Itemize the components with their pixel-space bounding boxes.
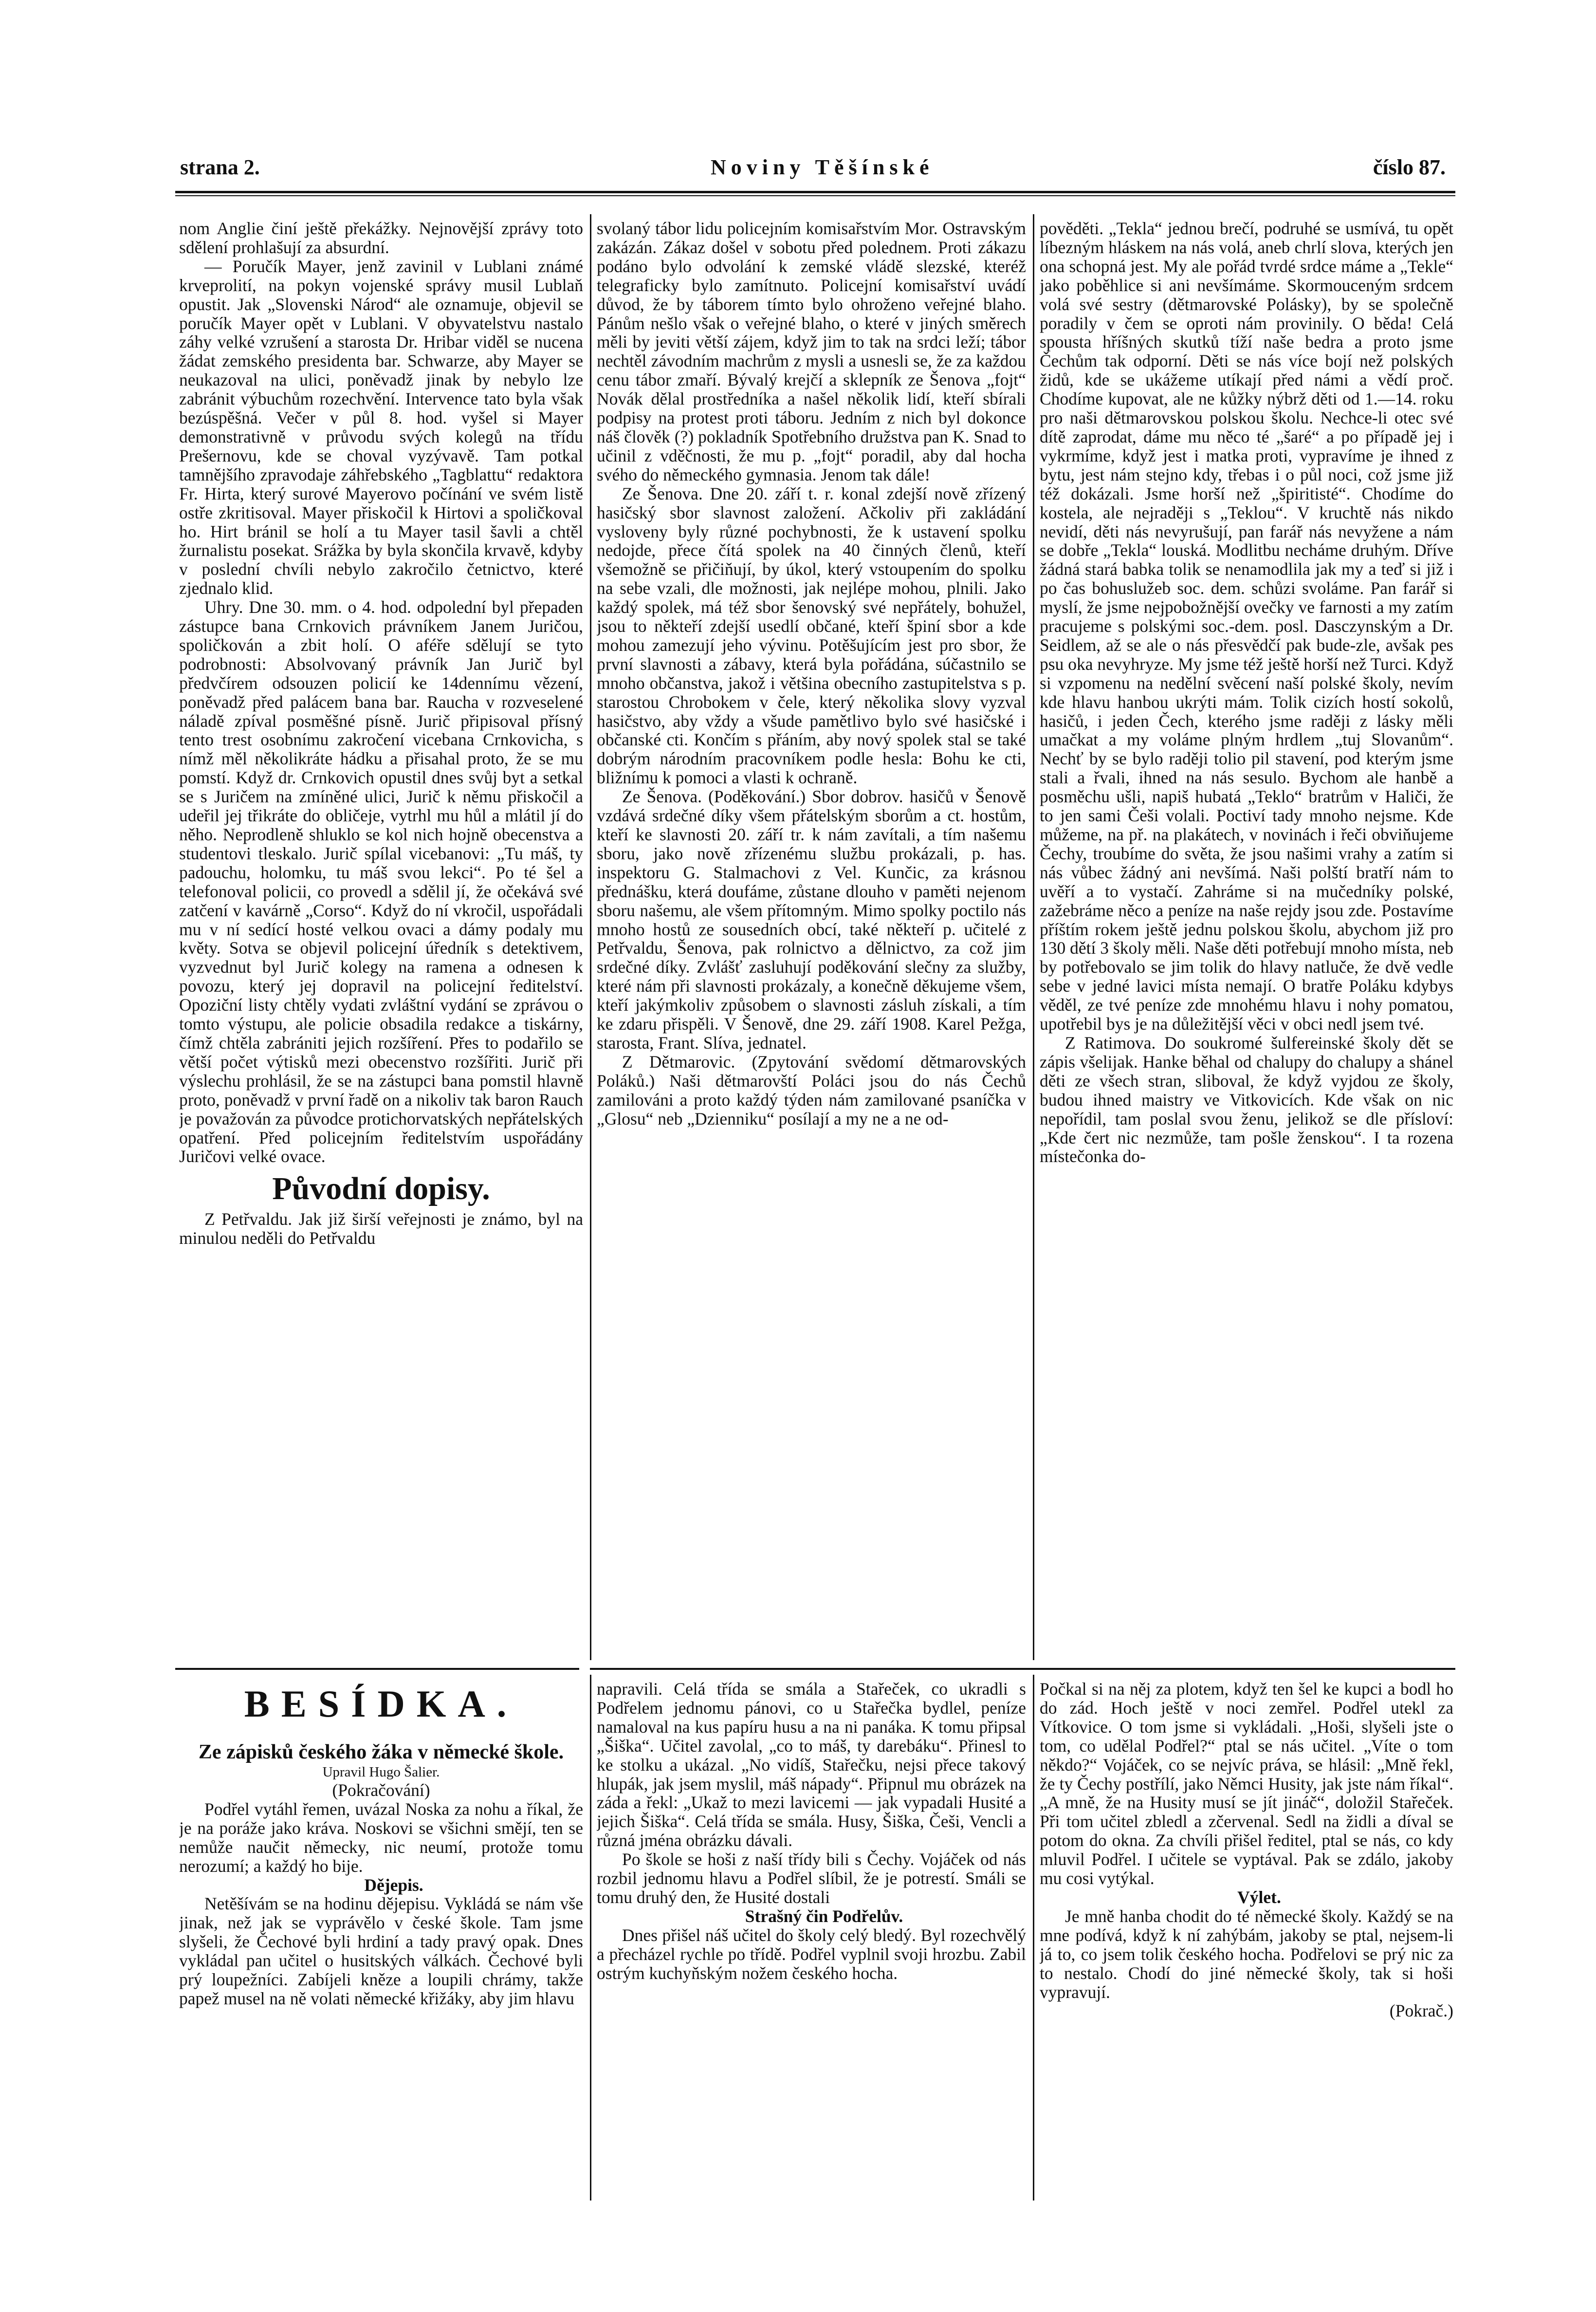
paragraph: Z Dětmarovic. (Zpytování svědomí dětmarovských Poláků.) Naši dětmarovští Poláci jsou do nás Čechů zamilováni a proto každý týden nám zamilované psaníčka v „Glosu“ neb „Dzienniku“ posílají a my ne a ne od- <box>597 1052 1026 1128</box>
subheading: Strašný čin Podřelův. <box>745 1906 903 1926</box>
continuation-note: (Pokrač.) <box>1389 2001 1453 2021</box>
paragraph: svolaný tábor lidu policejním komisařstvím Mor. Ostravským zakázán. Zákaz došel v sobotu před polednem. Proti zákazu podáno bylo odvolání k zemské vládě slezské, kteréž telegraficky bylo zamítnuto. Policejní komisařství uvádí důvod, že by táborem tímto bylo ohroženo veřejné blaho. Pánům nešlo však o veřejné blaho, o které v jiných směrech měli by jeviti větší zájem, když jim to tak na srdci leží; tábor nechtěl závodním machrům z mysli a usnesli se, že za každou cenu tábor zmaří. Bývalý krejčí a sklepník ze Šenova „fojt“ Novák dělal prostředníka a našel několik lidí, kteří sbírali podpisy na protest proti táboru. Jedním z nich byl dokonce náš člověk (?) pokladník Spotřebního družstva pan K. Snad to učinil z vděčnosti, že mu p. „fojt“ poradil, aby dal hocha svého do německého gymnasia. Jenom tak dále! <box>597 219 1026 484</box>
header-rule <box>175 191 1455 193</box>
feuilleton-rule <box>590 1668 1455 1670</box>
feuilleton-rule <box>175 1668 579 1670</box>
paragraph: napravili. Celá třída se smála a Stařeček, co ukradli s Podřelem jednomu pánovi, co u Stařečka bydlel, peníze namaloval na kus papíru husu a na ni panáka. K tomu připsal „Šiška“. Učitel zavolal, „co to máš, ty darebáku“. Přinesl to ke stolku a ukázal. „No vidíš, Stařečku, nejsi přece takový hlupák, jak jsem myslil, máš nápady“. Připnul mu obrázek na záda a řekl: „Ukaž to mezi lavicemi — jak vypadali Husité a jejich Šiška“. Celá třída se smála. Husy, Šiška, Češi, Vencli a různá jména obrázku dávali. <box>597 1680 1026 1850</box>
page-header <box>180 155 1446 184</box>
feuilleton-column-2 <box>597 1680 1026 2205</box>
column-divider <box>590 214 591 1660</box>
feuilleton-column-1 <box>179 1680 583 2205</box>
paragraph: Po škole se hoši z naší třídy bili s Čechy. Vojáček od nás rozbil jednomu hlavu a Podřel slíbil, že je potrestí. Smáli se tomu druhý den, že Husité dostali <box>597 1850 1026 1907</box>
column-divider <box>1033 1675 1034 2201</box>
paragraph: Ze Šenova. (Poděkování.) Sbor dobrov. hasičů v Šenově vzdává srdečné díky všem přátelským sborům a ct. hostům, kteří ke slavnosti 20. září tr. k nám zavítali, a tím našemu sboru, jako nově zřízenému službu prokázali, p. has. inspektoru G. Stalmachovi z Vel. Kunčic, za krásnou přednášku, která doufáme, zůstane dlouho v paměti nejenom sboru našemu, ale všem přítomným. Mimo spolky poctilo nás mnoho hostů ze sousedních obcí, také někteří p. učitelé z Petřvaldu, Šenova, pak rolnictvo a dělnictvo, za což jim srdečné díky. Zvlášť zasluhují poděkování slečny za služby, které nám při slavnosti prokázaly, a konečně děkujeme všem, kteří jakýmkoliv způsobem o slavnosti zásluh získali, a tím ke zdaru přispěli. V Šenově, dne 29. září 1908. Karel Pežga, starosta, Frant. Slíva, jednatel. <box>597 787 1026 1053</box>
issue-number: číslo 87. <box>1373 155 1446 179</box>
paragraph: nom Anglie činí ještě překážky. Nejnovější zprávy toto sdělení prohlašují za absurdní. <box>179 219 583 257</box>
article-column-2 <box>597 219 1026 1670</box>
story-title: Ze zápisků českého žáka v německé škole. <box>198 1741 564 1763</box>
paragraph: Z Petřvaldu. Jak již širší veřejnosti je známo, byl na minulou neděli do Petřvaldu <box>179 1209 583 1248</box>
paragraph: Z Ratimova. Do soukromé šulfereinské školy dět se zápis všelijak. Hanke běhal od chalupy do chalupy a shánel děti ze všech stran, sliboval, že když vyjdou ze školy, budou ihned maistry ve Vitkovicích. Kde však on nic nepořídil, tam poslal svou ženu, jelikož se dle přísloví: „Kde čert nic nezmůže, tam pošle ženskou“. I ta rozena místečonka do- <box>1040 1033 1453 1166</box>
section-heading: Původní dopisy. <box>272 1171 490 1207</box>
paragraph: Netěšívám se na hodinu dějepisu. Vykládá se nám vše jinak, než jak se vyprávělo v české škole. Tam jsme slyšeli, že Čechové byli hrdiní a tady pravý opak. Dnes vykládal pan učitel o husitských válkách. Čechové byli prý loupežníci. Zabíjeli kněze a loupili chrámy, takže papež musel na ně volati německé křižáky, aby jim hlavu <box>179 1894 583 2008</box>
feuilleton-heading: BESÍDKA. <box>244 1683 518 1725</box>
header-rule-thin <box>175 195 1455 196</box>
newspaper-title: Noviny Těšínské <box>711 155 934 179</box>
feuilleton-column-3 <box>1040 1680 1453 2205</box>
subheading: Dějepis. <box>364 1875 423 1895</box>
paragraph: Dnes přišel náš učitel do školy celý bledý. Byl rozechvělý a přecházel rychle po třídě. Podřel vyplnil svoji hrozbu. Zabil ostrým kuchyňským nožem českého hocha. <box>597 1925 1026 1983</box>
article-column-1 <box>179 219 583 1675</box>
article-column-3 <box>1040 219 1453 1670</box>
paragraph: Počkal si na něj za plotem, když ten šel ke kupci a bodl ho do zád. Hoch ještě v noci zemřel. Podřel utekl za Vítkovice. O tom jsme si vykládali. „Hoši, slyšeli jste o tom, co udělal Podřel?“ ptal se nás učitel. „Víte o tom někdo?“ Vojáček, co se nejvíc práva, se hlásil: „Mně řekl, že ty Čechy postřílí, jako Němci Husity, jak jste nám říkal“. „A mně, že na Husity musí se jít jináč“, doložil Stařeček. Při tom učitel zbledl a zčervenal. Sedl na židli a díval se potom do okna. Za chvíli přišel ředitel, ptal se nás, co kdy mluvil Podřel. I učitele se vyptával. Pak se zdálo, jakoby mu cosi vytýkal. <box>1040 1680 1453 1888</box>
subheading: Výlet. <box>1237 1887 1281 1907</box>
paragraph: Je mně hanba chodit do té německé školy. Každý se na mne podívá, když k ní zahýbám, jakoby se ptal, nejsem-li já to, co jsem tolik českého hocha. Podřelovi se prý nic za to nestalo. Chodí do jiné německé školy, tak si hoši vypravují. <box>1040 1906 1453 2002</box>
page-number: strana 2. <box>180 155 260 179</box>
column-divider <box>1033 214 1034 1660</box>
paragraph: Podřel vytáhl řemen, uvázal Noska za nohu a říkal, že je na poráže jako kráva. Noskovi se všichni smějí, ten se nemůže naučit německy, nic neumí, protože tomu nerozumí; a každý ho bije. <box>179 1799 583 1876</box>
column-divider <box>590 1675 591 2201</box>
paragraph: Uhry. Dne 30. mm. o 4. hod. odpolední byl přepaden zástupce bana Crnkovich právníkem Janem Juričou, spoličkován a zbit holí. O aféře sdělují se tyto podrobnosti: Absolvovaný právník Jan Jurič byl předvčírem odsouzen policií ke 14dennímu vězení, poněvadž před palácem bana bar. Raucha v rozveselené náladě zpíval posměšné písně. Jurič připisoval přísný tento trest osobnímu zakročení vicebana Crnkovicha, s nímž měl několikráte hádku a přisahal proto, že se mu pomstí. Když dr. Crnkovich opustil dnes svůj byt a setkal se s Juričem na zmíněné ulici, Jurič k němu přiskočil a udeřil jej třikráte do obličeje, vytrhl mu hůl a mlátil jí do něho. Neprodleně shluklo se kol nich hojně obecenstva a studentovi tleskalo. Jurič spílal vicebanovi: „Tu máš, ty padouchu, holomku, tu máš svou lekci“. Po té šel a telefonoval policii, co provedl a sdělil jí, že očekává své zatčení v kavárně „Corso“. Když do ní vkročil, uspořádali mu v ní sedící hosté velkou ovaci a dámy podaly mu květy. Sotva se objevil policejní úředník s detektivem, vyzvednut byl Jurič kolegy na ramena a odnesen k povozu, který jej dopravil na policejní ředitelství. Opoziční listy chtěly vydati zvláštní vydání se zprávou o tomto výstupu, ale policie obsadila redakce a tiskárny, čímž chtěla zabrániti jejich rozšíření. Přes to podařilo se větší počet výtisků mezi obecenstvo rozšířiti. Jurič při výslechu prohlásil, že se na zástupci bana pomstil hlavně proto, poněvadž v první řadě on a nikoliv tak baron Rauch je považován za původce protichorvatských nepřátelských opatření. Před policejním ředitelstvím uspořádány Juričovi velké ovace. <box>179 597 583 1166</box>
paragraph: pověděti. „Tekla“ jednou brečí, podruhé se usmívá, tu opět líbezným hláskem na nás volá, aneb chrlí slova, kterých jen ona schopná jest. My ale pořád tvrdé srdce máme a „Tekle“ jako poběhlice si ani nevšímáme. Skormouceným srdcem volá své sestry (dětmarovské Polásky), by se společně poradily v čem se oproti nám provinily. O běda! Celá spousta hříšných skutků tíží naše bedra a proto jsme Čechům tak odporní. Děti se nás více bojí než polských židů, kde se ukážeme utíkají před námi a vědí proč. Chodíme kupovat, ale ne kůžky nýbrž děti od 1.—14. roku pro naši dětmarovskou polskou školu. Nechce-li otec své dítě zaprodat, dáme mu něco té „šaré“ a po případě jej i vykrmíme, když jest i matka proti, vypravíme je ihned z bytu, jest nám stejno kdy, třebas i o půl noci, což jsme již též dokázali. Jsme horší než „špiritisté“. Chodíme do kostela, ale nejraději s „Teklou“. V kruchtě nás nikdo nevidí, děti nás nevyrušují, pan farář nás nevyžene a nám se dobře „Tekla“ louská. Modlitbu necháme druhým. Dříve žádná stará babka tolik se nenamodlila jak my a teď si již i po čas bohuslužeb soc. dem. schůzi svoláme. Pan farář si myslí, že jsme nejpobožnější ovečky ve farnosti a my zatím pracujeme s polskými soc.-dem. posl. Dasczynským a Dr. Seidlem, až se ale o nás přesvědčí pak bude-zle, avšak pes psu oka nevyhryze. My jsme též ještě horší než Turci. Když si vzpomenu na nedělní svěcení naší polské školy, nevím kde hlavu hanbou ukrýti mám. Tolik cizích hostí sokolů, hasičů, i jeden Čech, kterého jsme raději z lásky měli umačkat a my voláme plným hrdlem „tuj Slovanům“. Nechť by se bylo raději tolio pil stavení, pod kterým jsme stali a řvali, ihned na nás sesulo. Bychom ale hanbě a posměchu ušli, napiš hubatá „Teklo“ bratrům v Haliči, že to jen sami Češi volali. Poctiví tady mnoho nejsme. Kde můžeme, na př. na plakátech, v novinách i řeči obviňujeme Čechy, troubíme do světa, že jsou našimi vrahy a zatím si nás vůbec žádný ani nevšímá. Naši polští bratří nám to uvěří a to vystačí. Zahráme si na mučedníky polské, zažebráme něco a peníze na naše rejdy jsou zde. Postavíme příštím rokem ještě jednu polskou školu, abychom již pro 130 dětí 3 školy měli. Naše děti potřebují mnoho místa, neb by potřebovalo se jim tolik do hlavy natluče, že dvě vedle sebe v jedné lavici místa nemají. O bratře Poláku kdybys věděl, ze tvé peníze zde mnohému hlavu i nohy pomatou, upotřebil bys je na důležitější věci v obci nedl jsem tvé. <box>1040 219 1453 1034</box>
story-author: Upravil Hugo Šalier. <box>322 1764 440 1780</box>
paragraph: — Poručík Mayer, jenž zavinil v Lublani známé krveprolití, na pokyn vojenské správy musil Lublaň opustit. Jak „Slovenski Národ“ ale oznamuje, objevil se poručík Mayer opět v Lublani. V obyvatelstvu nastalo záhy velké vzrušení a starosta Dr. Hribar viděl se nucena žádat zemského presidenta bar. Schwarze, aby Mayer se neukazoval na ulici, poněvadž jinak by nebylo lze zabránit výbuchům rozechvění. Intervence tato byla však bezúspěšná. Večer v půl 8. hod. vyšel si Mayer demonstrativně v průvodu svých kolegů na třídu Prešernovu, kde se choval vyzývavě. Tam potkal tamnějšího zpravodaje záhřebského „Tagblattu“ redaktora Fr. Hirta, který surové Mayerovo počínání ve svém listě ostře zkritisoval. Mayer přiskočil k Hirtovi a spoličkoval ho. Hirt bránil se holí a tu Mayer tasil šavli a chtěl žurnalistu posekat. Srážka by byla skončila krvavě, kdyby v poslední chvíli nebylo zakročilo četnictvo, které zjednalo klid. <box>179 256 583 598</box>
story-continued: (Pokračování) <box>332 1780 430 1800</box>
paragraph: Ze Šenova. Dne 20. září t. r. konal zdejší nově zřízený hasičský sbor slavnost založení. Ačkoliv při zakládání vysloveny byly různé pochybnosti, že k ustavení spolku nedojde, přece čítá spolek na 40 činných členů, kteří všemožně se přičiňují, by úkol, který vstoupením do spolku na sebe vzali, dle možnosti, jak nejlépe mohou, plnili. Jako každý spolek, má též sbor šenovský své nepřátely, bohužel, jsou to někteří zdejší usedlí občané, kteří špiní sbor a kde mohou zamezují jeho vývinu. Potěšujícím jest pro sbor, že první slavnosti a zábavy, která byla pořádána, súčastnilo se mnoho občanstva, jakož i většina obecního zastupitelstva s p. starostou Chrobokem v čele, který několika slovy vyzval hasičstvo, aby vždy a všude pamětlivo bylo své hasičské i občanské cti. Končím s přáním, aby nový spolek stal se také dobrým národním pracovníkem podle hesla: Bohu ke cti, bližnímu k pomoci a vlasti k ochraně. <box>597 483 1026 788</box>
